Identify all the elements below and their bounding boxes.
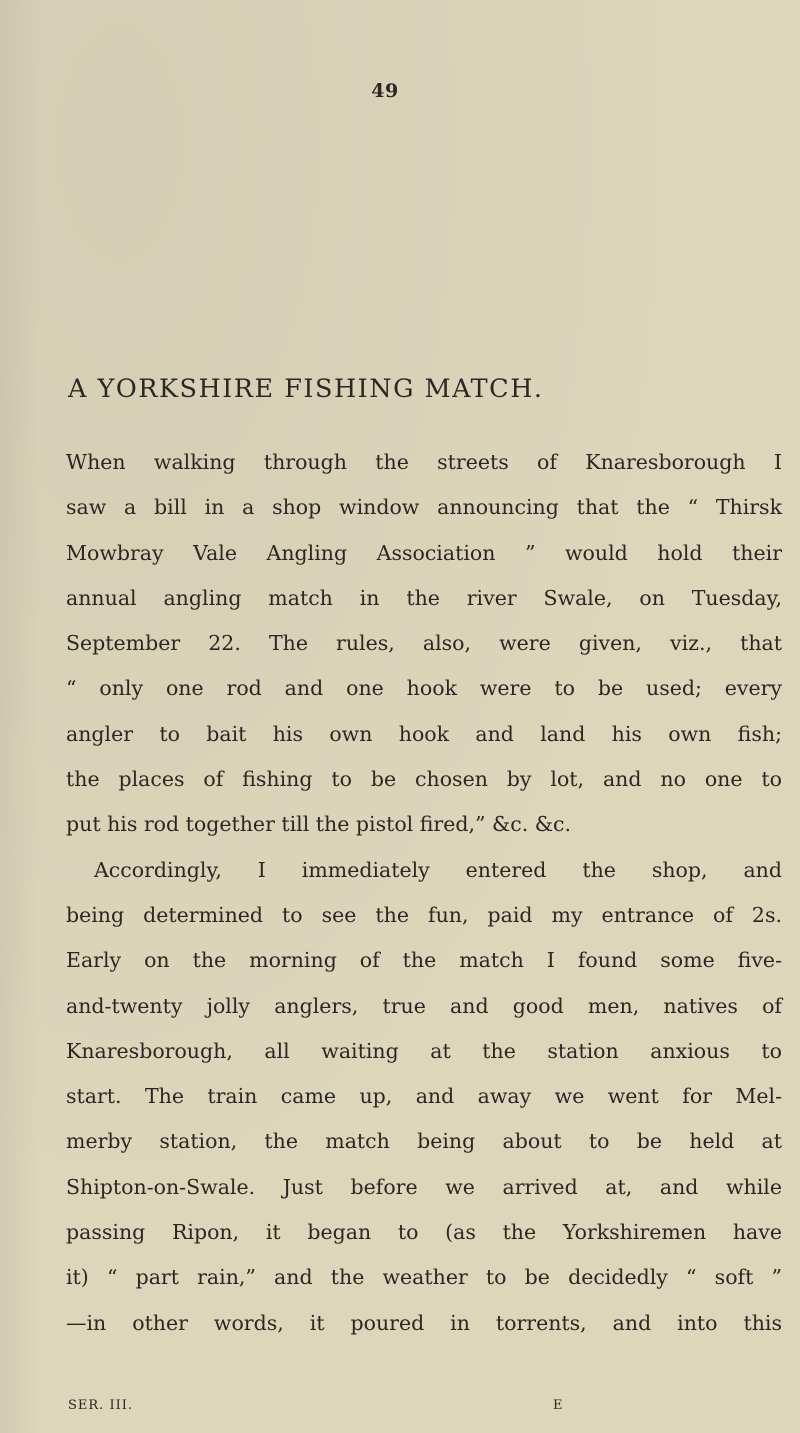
chapter-title: A YORKSHIRE FISHING MATCH. [68,374,544,404]
text-line: September 22. The rules, also, were given, viz., that [66,631,782,656]
page-number: 49 [371,80,399,102]
text-line: Accordingly, I immediately entered the shop, and [94,857,782,882]
paragraph-1 [66,440,782,848]
signature-mark: SER. III. [68,1398,133,1413]
body-text [66,440,782,1346]
text-line: and-twenty jolly anglers, true and good men, natives of [66,993,782,1018]
text-line: Shipton-on-Swale. Just before we arrived at, and while [66,1174,782,1199]
signature-letter: E [553,1398,563,1413]
text-line: start. The train came up, and away we went for Mel- [66,1084,782,1109]
text-line: saw a bill in a shop window announcing that the “ Thirsk [66,495,782,520]
text-line: it) “ part rain,” and the weather to be decidedly “ soft ” [66,1265,782,1290]
text-line: being determined to see the fun, paid my entrance of 2s. [66,902,782,927]
text-line: passing Ripon, it began to (as the Yorkshiremen have [66,1220,782,1245]
text-line: annual angling match in the river Swale, on Tuesday, [66,585,782,610]
text-line: the places of fishing to be chosen by lot, and no one to [66,767,782,792]
text-line: Knaresborough, all waiting at the station anxious to [66,1038,782,1063]
text-line: angler to bait his own hook and land his own fish; [66,721,782,746]
text-line: merby station, the match being about to be held at [66,1129,782,1154]
paragraph-2 [66,848,782,1346]
text-line: Mowbray Vale Angling Association ” would hold their [66,540,782,565]
text-line: —in other words, it poured in torrents, and into this [66,1310,782,1335]
text-line: When walking through the streets of Knaresborough I [66,450,782,474]
text-line: put his rod together till the pistol fired,” &c. &c. [66,812,571,837]
text-line: Early on the morning of the match I found some five- [66,948,782,973]
text-line: “ only one rod and one hook were to be used; every [66,676,782,701]
